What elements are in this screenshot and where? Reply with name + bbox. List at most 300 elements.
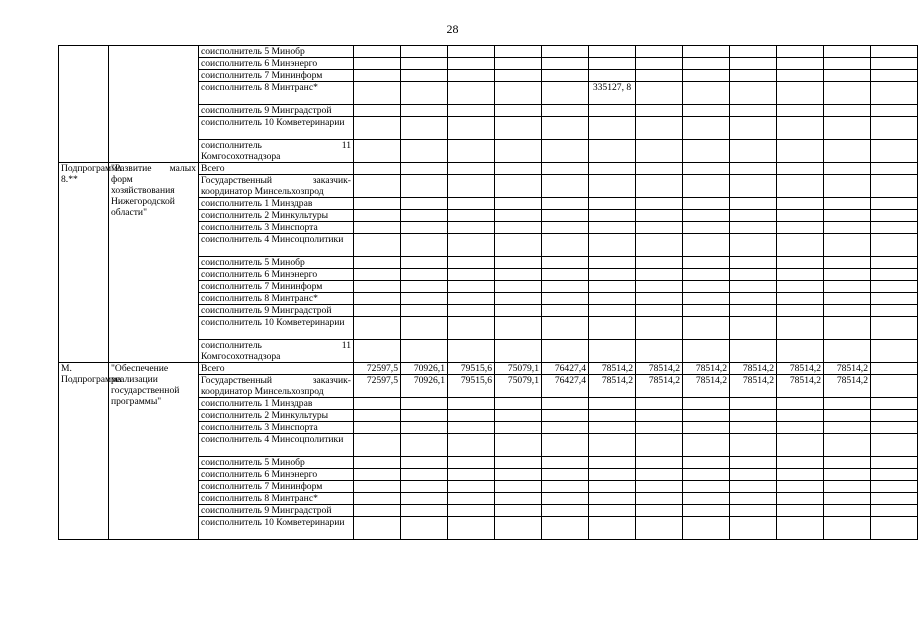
value-cell [401, 305, 448, 317]
value-cell [824, 269, 871, 281]
value-cell [871, 422, 918, 434]
value-cell [871, 481, 918, 493]
value-cell [777, 422, 824, 434]
executor-cell: Всего [199, 363, 354, 375]
value-cell [871, 140, 918, 163]
value-cell [683, 293, 730, 305]
value-cell [401, 234, 448, 257]
executor-cell: соисполнитель 1 Минздрав [199, 398, 354, 410]
value-cell: 78514,2 [730, 375, 777, 398]
value-cell [354, 340, 401, 363]
value-cell: 78514,2 [589, 363, 636, 375]
value-cell [730, 340, 777, 363]
value-cell [448, 257, 495, 269]
value-cell [871, 469, 918, 481]
value-cell [589, 140, 636, 163]
value-cell [401, 210, 448, 222]
value-cell [448, 293, 495, 305]
value-cell [589, 481, 636, 493]
value-cell [401, 457, 448, 469]
value-cell [824, 481, 871, 493]
value-cell [401, 340, 448, 363]
value-cell [683, 257, 730, 269]
executor-cell: соисполнитель 7 Мининформ [199, 481, 354, 493]
value-cell [636, 398, 683, 410]
page-number: 28 [446, 22, 459, 36]
value-cell: 75079,1 [495, 363, 542, 375]
executor-cell: соисполнитель 8 Минтранс* [199, 293, 354, 305]
executor-cell: соисполнитель 10 Комветеринарии [199, 117, 354, 140]
table-row [59, 46, 918, 58]
value-cell [730, 198, 777, 210]
value-cell [777, 305, 824, 317]
value-cell [683, 70, 730, 82]
value-cell [495, 163, 542, 175]
value-cell: 78514,2 [636, 375, 683, 398]
value-cell [542, 305, 589, 317]
value-cell [871, 222, 918, 234]
value-cell [777, 469, 824, 481]
value-cell [589, 257, 636, 269]
value-cell [354, 293, 401, 305]
value-cell [542, 46, 589, 58]
executor-cell: соисполнитель 9 Минградстрой [199, 305, 354, 317]
value-cell [354, 457, 401, 469]
value-cell [777, 410, 824, 422]
value-cell [354, 269, 401, 281]
value-cell [824, 317, 871, 340]
value-cell [495, 46, 542, 58]
value-cell [589, 317, 636, 340]
program-cell: Подпрограмма 8.** [59, 163, 109, 363]
value-cell [542, 469, 589, 481]
value-cell [871, 305, 918, 317]
value-cell [871, 58, 918, 70]
executor-cell: Государственный заказчик-координатор Минсельхозпрод [199, 375, 354, 398]
value-cell [589, 457, 636, 469]
value-cell [401, 46, 448, 58]
value-cell [871, 105, 918, 117]
value-cell [401, 198, 448, 210]
executor-cell: соисполнитель 9 Минградстрой [199, 505, 354, 517]
value-cell [871, 434, 918, 457]
executor-cell: соисполнитель 8 Минтранс* [199, 493, 354, 505]
value-cell [636, 305, 683, 317]
value-cell [824, 210, 871, 222]
value-cell [589, 269, 636, 281]
value-cell [871, 317, 918, 340]
value-cell [777, 70, 824, 82]
value-cell [354, 257, 401, 269]
value-cell [871, 163, 918, 175]
value-cell [730, 269, 777, 281]
value-cell [589, 281, 636, 293]
value-cell [683, 234, 730, 257]
value-cell [589, 58, 636, 70]
value-cell [777, 140, 824, 163]
value-cell [495, 105, 542, 117]
value-cell [354, 198, 401, 210]
value-cell [824, 257, 871, 269]
value-cell: 78514,2 [824, 363, 871, 375]
value-cell [354, 82, 401, 105]
value-cell [777, 198, 824, 210]
value-cell [871, 398, 918, 410]
value-cell [683, 469, 730, 481]
value-cell [683, 222, 730, 234]
value-cell [401, 469, 448, 481]
value-cell [589, 293, 636, 305]
value-cell [542, 82, 589, 105]
value-cell [495, 293, 542, 305]
value-cell [777, 434, 824, 457]
value-cell [354, 305, 401, 317]
value-cell [354, 175, 401, 198]
value-cell [495, 457, 542, 469]
value-cell [683, 398, 730, 410]
value-cell [683, 457, 730, 469]
value-cell [730, 117, 777, 140]
executor-cell: соисполнитель 5 Минобр [199, 46, 354, 58]
value-cell: 79515,6 [448, 363, 495, 375]
value-cell [636, 457, 683, 469]
value-cell [730, 175, 777, 198]
value-cell [401, 257, 448, 269]
value-cell [824, 70, 871, 82]
value-cell [730, 517, 777, 540]
value-cell [354, 281, 401, 293]
value-cell [683, 175, 730, 198]
value-cell [448, 222, 495, 234]
value-cell [401, 105, 448, 117]
value-cell [636, 46, 683, 58]
value-cell [871, 493, 918, 505]
value-cell [824, 234, 871, 257]
value-cell [871, 46, 918, 58]
value-cell [589, 163, 636, 175]
value-cell [777, 105, 824, 117]
value-cell [730, 469, 777, 481]
value-cell [683, 493, 730, 505]
value-cell [777, 398, 824, 410]
value-cell [636, 410, 683, 422]
value-cell [542, 481, 589, 493]
value-cell [354, 46, 401, 58]
value-cell [448, 398, 495, 410]
executor-cell: соисполнитель 1 Минздрав [199, 198, 354, 210]
value-cell [824, 422, 871, 434]
value-cell [542, 457, 589, 469]
value-cell [354, 517, 401, 540]
value-cell [495, 140, 542, 163]
value-cell [401, 175, 448, 198]
value-cell [683, 46, 730, 58]
value-cell [683, 140, 730, 163]
value-cell [777, 269, 824, 281]
value-cell [777, 481, 824, 493]
executor-cell: соисполнитель 8 Минтранс* [199, 82, 354, 105]
value-cell [589, 505, 636, 517]
value-cell [683, 410, 730, 422]
program-cell [59, 46, 109, 163]
executor-cell: соисполнитель 10 Комветеринарии [199, 517, 354, 540]
value-cell [401, 481, 448, 493]
value-cell [871, 257, 918, 269]
value-cell [495, 305, 542, 317]
value-cell [824, 140, 871, 163]
value-cell [589, 398, 636, 410]
value-cell [354, 434, 401, 457]
value-cell [871, 70, 918, 82]
value-cell [730, 222, 777, 234]
value-cell [589, 493, 636, 505]
value-cell [636, 422, 683, 434]
value-cell [495, 257, 542, 269]
value-cell [401, 70, 448, 82]
value-cell [683, 505, 730, 517]
value-cell [730, 58, 777, 70]
budget-table [58, 45, 918, 540]
value-cell [683, 163, 730, 175]
value-cell [495, 422, 542, 434]
value-cell [777, 457, 824, 469]
value-cell [777, 175, 824, 198]
value-cell [354, 222, 401, 234]
value-cell [824, 175, 871, 198]
value-cell [495, 70, 542, 82]
value-cell [824, 293, 871, 305]
value-cell [730, 493, 777, 505]
value-cell [636, 117, 683, 140]
value-cell [495, 505, 542, 517]
value-cell [777, 293, 824, 305]
value-cell [542, 58, 589, 70]
value-cell [824, 117, 871, 140]
value-cell [871, 293, 918, 305]
value-cell [824, 517, 871, 540]
value-cell [871, 175, 918, 198]
value-cell [354, 234, 401, 257]
value-cell [636, 222, 683, 234]
value-cell [777, 46, 824, 58]
value-cell [589, 517, 636, 540]
value-cell [824, 434, 871, 457]
executor-cell: соисполнитель 2 Минкультуры [199, 210, 354, 222]
value-cell [824, 505, 871, 517]
value-cell [542, 175, 589, 198]
value-cell [589, 105, 636, 117]
value-cell [401, 434, 448, 457]
value-cell [730, 163, 777, 175]
value-cell [777, 163, 824, 175]
value-cell [730, 82, 777, 105]
value-cell [730, 105, 777, 117]
value-cell [777, 222, 824, 234]
value-cell [542, 517, 589, 540]
value-cell [589, 422, 636, 434]
value-cell [777, 517, 824, 540]
value-cell [871, 363, 918, 375]
value-cell [495, 210, 542, 222]
value-cell [495, 82, 542, 105]
value-cell [636, 198, 683, 210]
value-cell [495, 198, 542, 210]
value-cell [542, 398, 589, 410]
value-cell [495, 517, 542, 540]
value-cell [730, 317, 777, 340]
value-cell [730, 281, 777, 293]
value-cell [683, 105, 730, 117]
executor-cell: соисполнитель 9 Минградстрой [199, 105, 354, 117]
value-cell [683, 281, 730, 293]
value-cell [448, 163, 495, 175]
value-cell [871, 117, 918, 140]
value-cell [542, 105, 589, 117]
value-cell [871, 517, 918, 540]
value-cell [401, 493, 448, 505]
value-cell [777, 493, 824, 505]
value-cell [824, 105, 871, 117]
value-cell [871, 82, 918, 105]
value-cell [683, 317, 730, 340]
value-cell [589, 410, 636, 422]
value-cell [448, 422, 495, 434]
value-cell [354, 70, 401, 82]
value-cell [636, 163, 683, 175]
value-cell: 76427,4 [542, 375, 589, 398]
value-cell [777, 281, 824, 293]
value-cell [542, 493, 589, 505]
value-cell [824, 340, 871, 363]
value-cell [542, 434, 589, 457]
value-cell: 72597,5 [354, 375, 401, 398]
value-cell [495, 175, 542, 198]
value-cell [730, 481, 777, 493]
value-cell [354, 317, 401, 340]
value-cell [683, 82, 730, 105]
value-cell [542, 317, 589, 340]
value-cell [871, 198, 918, 210]
value-cell [495, 469, 542, 481]
table-row [59, 363, 918, 375]
value-cell [354, 163, 401, 175]
value-cell [542, 281, 589, 293]
program-name-cell: "Развитие малых форм хозяйствования Нижегородской области" [109, 163, 199, 363]
value-cell [354, 58, 401, 70]
value-cell [448, 340, 495, 363]
value-cell [448, 410, 495, 422]
value-cell [354, 398, 401, 410]
executor-cell: соисполнитель 7 Мининформ [199, 70, 354, 82]
value-cell [589, 70, 636, 82]
value-cell [495, 281, 542, 293]
value-cell [683, 517, 730, 540]
value-cell [730, 422, 777, 434]
value-cell [683, 58, 730, 70]
value-cell [542, 222, 589, 234]
value-cell [777, 234, 824, 257]
value-cell [730, 398, 777, 410]
value-cell [495, 398, 542, 410]
value-cell [636, 317, 683, 340]
executor-cell: соисполнитель 5 Минобр [199, 257, 354, 269]
value-cell [448, 198, 495, 210]
value-cell [730, 434, 777, 457]
value-cell [824, 305, 871, 317]
value-cell [542, 140, 589, 163]
value-cell [683, 340, 730, 363]
executor-cell: соисполнитель 6 Минэнерго [199, 469, 354, 481]
value-cell [777, 340, 824, 363]
value-cell [589, 434, 636, 457]
value-cell [777, 257, 824, 269]
value-cell [401, 117, 448, 140]
value-cell [730, 210, 777, 222]
value-cell [636, 493, 683, 505]
value-cell [589, 234, 636, 257]
value-cell [354, 210, 401, 222]
value-cell [354, 117, 401, 140]
value-cell [683, 269, 730, 281]
executor-cell: соисполнитель 2 Минкультуры [199, 410, 354, 422]
value-cell [448, 210, 495, 222]
executor-cell: соисполнитель 4 Минсоцполитики [199, 234, 354, 257]
value-cell [354, 410, 401, 422]
value-cell [636, 82, 683, 105]
value-cell [542, 70, 589, 82]
value-cell [448, 105, 495, 117]
value-cell [636, 58, 683, 70]
value-cell [730, 410, 777, 422]
value-cell [683, 481, 730, 493]
value-cell [824, 281, 871, 293]
value-cell [636, 234, 683, 257]
value-cell [636, 105, 683, 117]
value-cell [636, 505, 683, 517]
value-cell [777, 58, 824, 70]
value-cell [871, 210, 918, 222]
value-cell [542, 234, 589, 257]
value-cell [871, 234, 918, 257]
value-cell [542, 505, 589, 517]
value-cell [401, 269, 448, 281]
value-cell [401, 517, 448, 540]
value-cell [683, 434, 730, 457]
value-cell [824, 163, 871, 175]
value-cell [448, 317, 495, 340]
value-cell [636, 175, 683, 198]
executor-cell: соисполнитель 3 Минспорта [199, 422, 354, 434]
executor-cell: соисполнитель 6 Минэнерго [199, 269, 354, 281]
value-cell: 78514,2 [824, 375, 871, 398]
value-cell [448, 117, 495, 140]
value-cell [683, 422, 730, 434]
value-cell [401, 163, 448, 175]
value-cell [401, 422, 448, 434]
value-cell: 78514,2 [589, 375, 636, 398]
value-cell [448, 434, 495, 457]
value-cell [871, 340, 918, 363]
value-cell: 78514,2 [777, 375, 824, 398]
value-cell [448, 70, 495, 82]
value-cell [636, 517, 683, 540]
value-cell [354, 493, 401, 505]
value-cell [495, 481, 542, 493]
value-cell [354, 481, 401, 493]
value-cell [824, 457, 871, 469]
value-cell [589, 222, 636, 234]
value-cell [871, 410, 918, 422]
